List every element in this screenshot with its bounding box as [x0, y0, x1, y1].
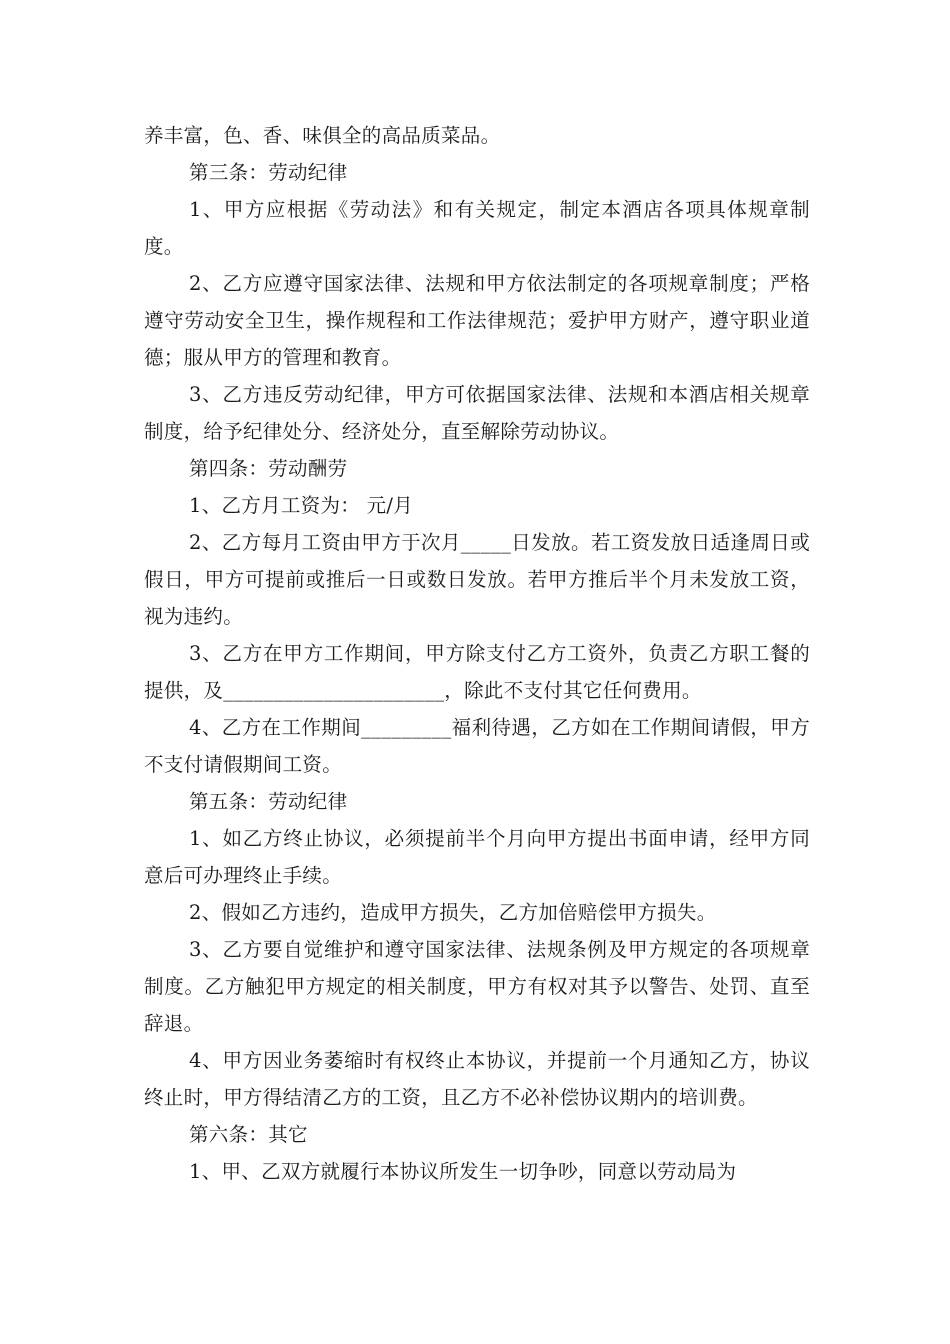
- article-5-heading: 第五条：劳动纪律: [189, 790, 348, 813]
- article-4-clause-3: 3、乙方在甲方工作期间，甲方除支付乙方工资外，负责乙方职工餐的提供，及______________________，除此不支付其它任何费用。: [144, 642, 810, 702]
- article-5-clause-4: 4、甲方因业务萎缩时有权终止本协议，并提前一个月通知乙方，协议终止时，甲方得结清乙方的工资，且乙方不必补偿协议期内的培训费。: [144, 1049, 810, 1109]
- article-3-clause-1: 1、甲方应根据《劳动法》和有关规定，制定本酒店各项具体规章制度。: [144, 198, 810, 258]
- article-5-clause-2: 2、假如乙方违约，造成甲方损失，乙方加倍赔偿甲方损失。: [189, 901, 717, 924]
- article-5-clause-1: 1、如乙方终止协议，必须提前半个月向甲方提出书面申请，经甲方同意后可办理终止手续。: [144, 827, 810, 887]
- document-page: [144, 117, 810, 1190]
- article-6-heading: 第六条：其它: [189, 1123, 308, 1146]
- article-6-clause-1: 1、甲、乙双方就履行本协议所发生一切争吵，同意以劳动局为: [189, 1160, 737, 1183]
- article-4-clause-2: 2、乙方每月工资由甲方于次月_____日发放。若工资发放日适逢周日或假日，甲方可提前或推后一日或数日发放。若甲方推后半个月未发放工资，视为违约。: [144, 531, 810, 628]
- article-3-clause-3: 3、乙方违反劳动纪律，甲方可依据国家法律、法规和本酒店相关规章制度，给予纪律处分、经济处分，直至解除劳动协议。: [144, 383, 810, 443]
- article-3-heading: 第三条：劳动纪律: [189, 161, 348, 184]
- article-4-clause-4: 4、乙方在工作期间_________福利待遇，乙方如在工作期间请假，甲方不支付请假期间工资。: [144, 716, 810, 776]
- article-4-heading: 第四条：劳动酬劳: [189, 457, 348, 480]
- article-5-clause-3: 3、乙方要自觉维护和遵守国家法律、法规条例及甲方规定的各项规章制度。乙方触犯甲方规定的相关制度，甲方有权对其予以警告、处罚、直至辞退。: [144, 938, 810, 1035]
- paragraph-continuation: 养丰富，色、香、味俱全的高品质菜品。: [144, 124, 501, 147]
- article-3-clause-2: 2、乙方应遵守国家法律、法规和甲方依法制定的各项规章制度；严格遵守劳动安全卫生，操作规程和工作法律规范；爱护甲方财产，遵守职业道德；服从甲方的管理和教育。: [144, 272, 810, 369]
- article-4-clause-1: 1、乙方月工资为： 元/月: [189, 494, 414, 517]
